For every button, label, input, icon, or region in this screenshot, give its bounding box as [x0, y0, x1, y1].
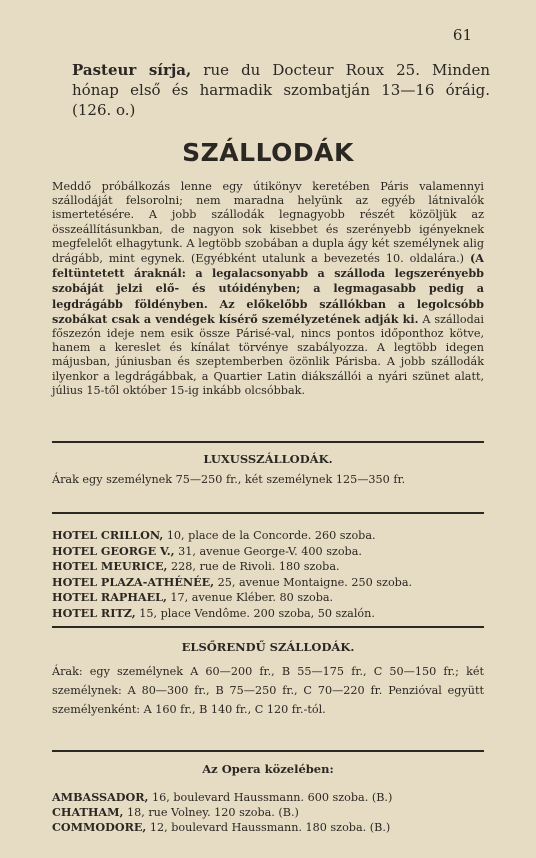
hotel-details: 10, place de la Concorde. 260 szoba.: [166, 529, 376, 542]
hotel-name: HOTEL RITZ,: [52, 605, 136, 620]
hotel-details: 25, avenue Montaigne. 250 szoba.: [217, 575, 413, 589]
hotels-introduction: [52, 180, 484, 398]
hotel-row: [52, 559, 484, 575]
hotel-name: HOTEL PLAZA-ATHÉNÉE,: [52, 574, 215, 589]
divider-rule: [52, 512, 484, 514]
intro-paragraph-2: A szállodai főszezón ideje nem esik össze Párisé-val, nincs pontos időponthoz kötve, hanem a kereslet és kínálat törvénye szabályozza. A legtöbb idegen májusban, júniusban és szeptemberben özönlik Párisba. A jobb szállodák ilyenkor a legdrágábbak, a Quartier Latin diákszállói a nyári szünet alatt, július 15-től október 15-ig inkább olcsóbbak.: [52, 312, 484, 397]
price-note: (A feltüntetett áraknál: a legalacsonyabb a szálloda legszerényebb szobáját jelzi elő- és utóidényben; a legmagasabb pedig a legdrágább földényben. Az előkelőbb szállókban a legolcsóbb szobákat csak a vendégek kísérő személyzetének adják ki.: [52, 251, 484, 326]
pasteur-tomb-title: Pasteur sírja,: [72, 61, 192, 79]
hotel-row: [52, 606, 484, 622]
luxus-hotel-list: [52, 528, 484, 621]
hotel-row: [52, 790, 484, 805]
divider-rule: [52, 626, 484, 628]
hotel-name: COMMODORE,: [52, 820, 147, 834]
hotel-name: AMBASSADOR,: [52, 790, 149, 804]
hotel-details: 228, rue de Rivoli. 180 szoba.: [171, 560, 340, 573]
hotel-details: 31, avenue George-V. 400 szoba.: [178, 544, 362, 558]
hotel-name: CHATHAM,: [52, 805, 124, 819]
hotel-details: 16, boulevard Haussmann. 600 szoba. (B.): [152, 791, 393, 804]
opera-hotel-list: [52, 790, 484, 835]
hotel-name: HOTEL GEORGE V.,: [52, 543, 175, 558]
hotel-name: HOTEL RAPHAEL,: [52, 590, 167, 604]
divider-rule: [52, 441, 484, 443]
pasteur-tomb-text: rue du Docteur Roux 25. Minden hónap első és harmadik szombatján 13—16 óráig. (126. o.): [72, 61, 490, 119]
hotel-name: HOTEL CRILLON,: [52, 528, 164, 542]
hotel-details: 12, boulevard Haussmann. 180 szoba. (B.): [149, 821, 391, 834]
luxus-heading: LUXUSSZÁLLODÁK.: [203, 452, 333, 466]
section-title: SZÁLLODÁK: [182, 138, 354, 167]
hotel-details: 18, rue Volney. 120 szoba. (B.): [126, 806, 299, 819]
pasteur-tomb-entry: [72, 60, 490, 120]
hotel-row: [52, 544, 484, 560]
elsorendu-prices: Árak: egy személynek A 60—200 fr., B 55—175 fr., C 50—150 fr.; két személynek: A 80—300 fr., B 75—250 fr., C 70—220 fr. Penzióval együtt személyenként: A 160 fr., B 140 fr., C 120 fr.-tól.: [52, 665, 484, 716]
hotel-name: HOTEL MEURICE,: [52, 559, 168, 573]
hotel-row: [52, 820, 484, 835]
hotel-details: 17, avenue Kléber. 80 szoba.: [170, 591, 334, 604]
hotel-details: 15, place Vendôme. 200 szoba, 50 szalón.: [139, 606, 375, 620]
divider-rule: [52, 750, 484, 752]
opera-heading: Az Opera közelében:: [202, 762, 334, 776]
intro-paragraph-1: Meddő próbálkozás lenne egy útikönyv keretében Páris valamennyi szállodáját felsorolni; nem maradna helyünk az egyéb látnivalók ismertetésére. A jobb szállodák legnagyobb részét közöljük az összeállításunkban, de nagyon sok kisebbet és szerényebb igényeknek megfelelőt elhagytunk. A legtöbb szobában a dupla ágy két személynek alig drágább, mint egynek. (Egyébként utalunk a bevezetés 10. oldalára.): [52, 180, 484, 266]
hotel-row: [52, 528, 484, 544]
elsorendu-heading: ELSŐRENDŰ SZÁLLODÁK.: [181, 640, 355, 654]
page-number: 61: [452, 26, 472, 44]
hotel-row: [52, 805, 484, 820]
hotel-row: [52, 575, 484, 591]
luxus-prices: Árak egy személynek 75—250 fr., két személynek 125—350 fr.: [52, 473, 406, 486]
hotel-row: [52, 590, 484, 606]
